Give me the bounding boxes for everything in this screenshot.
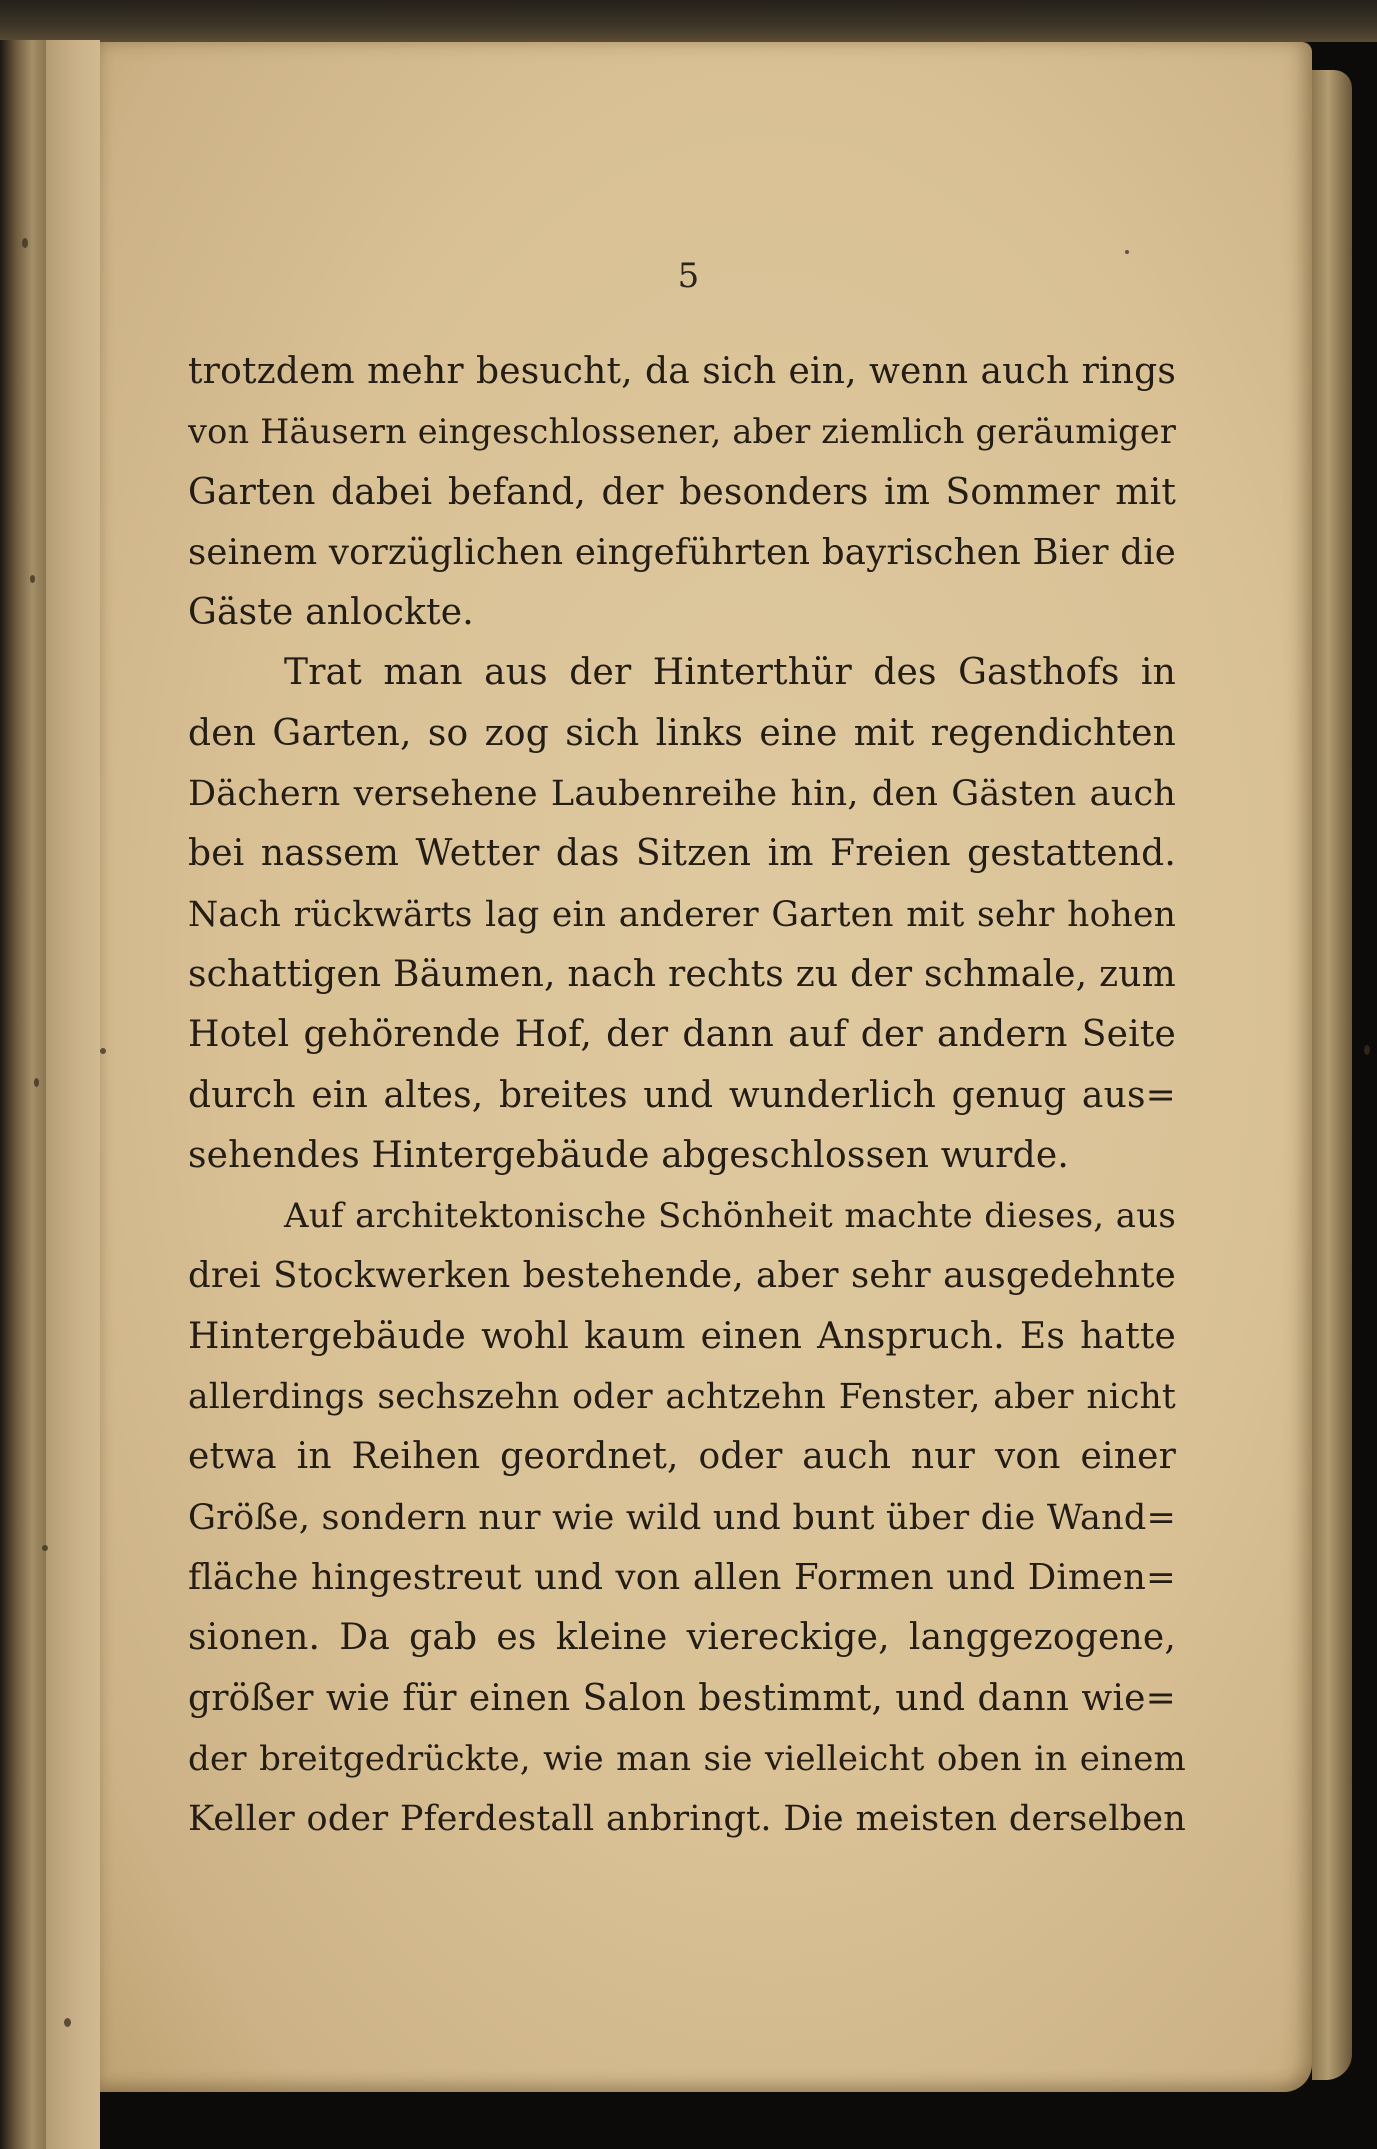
text-line: größer wie für einen Salon bestimmt, und dann wie= — [188, 1677, 1176, 1719]
text-line: fläche hingestreut und von allen Formen und Dimen= — [188, 1556, 1176, 1598]
text-line: Keller oder Pferdestall anbringt. Die meisten derselben — [188, 1799, 1186, 1840]
text-line: Hintergebäude wohl kaum einen Anspruch. Es hatte — [188, 1315, 1176, 1357]
text-line: Auf architektonische Schönheit machte dieses, aus — [284, 1196, 1176, 1237]
text-line: etwa in Reihen geordnet, oder auch nur von einer — [188, 1436, 1176, 1478]
text-line: der breitgedrückte, wie man sie vielleicht oben in einem — [188, 1738, 1186, 1779]
text-line: den Garten, so zog sich links eine mit regendichten — [188, 712, 1176, 754]
page-speck — [1125, 250, 1129, 254]
margin-speck — [22, 238, 28, 248]
text-line: drei Stockwerken bestehende, aber sehr ausgedehnte — [188, 1255, 1176, 1297]
top-shadow — [0, 0, 1377, 42]
text-line: Garten dabei befand, der besonders im Sommer mit — [188, 471, 1176, 513]
text-line: schattigen Bäumen, nach rechts zu der schmale, zum — [188, 953, 1176, 995]
text-line: Hotel gehörende Hof, der dann auf der andern Seite — [188, 1014, 1176, 1056]
text-line: durch ein altes, breites und wunderlich genug aus= — [188, 1074, 1176, 1116]
text-line: sehendes Hintergebäude abgeschlossen wurde. — [188, 1134, 1069, 1176]
margin-speck — [30, 575, 35, 583]
margin-speck — [34, 1078, 39, 1087]
margin-speck — [42, 1545, 48, 1551]
text-line: bei nassem Wetter das Sitzen im Freien gestattend. — [188, 833, 1176, 875]
text-line: allerdings sechszehn oder achtzehn Fenster, aber nicht — [188, 1377, 1176, 1418]
text-line: Nach rückwärts lag ein anderer Garten mit sehr hohen — [188, 894, 1176, 935]
text-line: Trat man aus der Hinterthür des Gasthofs in — [284, 652, 1176, 694]
text-line: trotzdem mehr besucht, da sich ein, wenn auch rings — [188, 351, 1176, 392]
page-gutter — [46, 40, 100, 2149]
margin-speck — [100, 1048, 106, 1054]
text-line: sionen. Da gab es kleine viereckige, langgezogene, — [188, 1617, 1176, 1659]
book-binding — [0, 40, 46, 2149]
text-line: Größe, sondern nur wie wild und bunt über die Wand= — [188, 1497, 1176, 1538]
margin-speck — [64, 2018, 71, 2027]
text-line: Dächern versehene Laubenreihe hin, den Gästen auch — [188, 774, 1176, 815]
page-number: 5 — [677, 256, 700, 296]
text-line: Gäste anlockte. — [188, 592, 474, 634]
margin-speck — [1364, 1045, 1370, 1055]
text-line: seinem vorzüglichen eingeführten bayrischen Bier die — [188, 531, 1176, 573]
text-line: von Häusern eingeschlossener, aber ziemlich geräumiger — [188, 412, 1176, 452]
body-text — [188, 342, 1186, 1849]
page-stack-edge — [1312, 70, 1352, 2080]
